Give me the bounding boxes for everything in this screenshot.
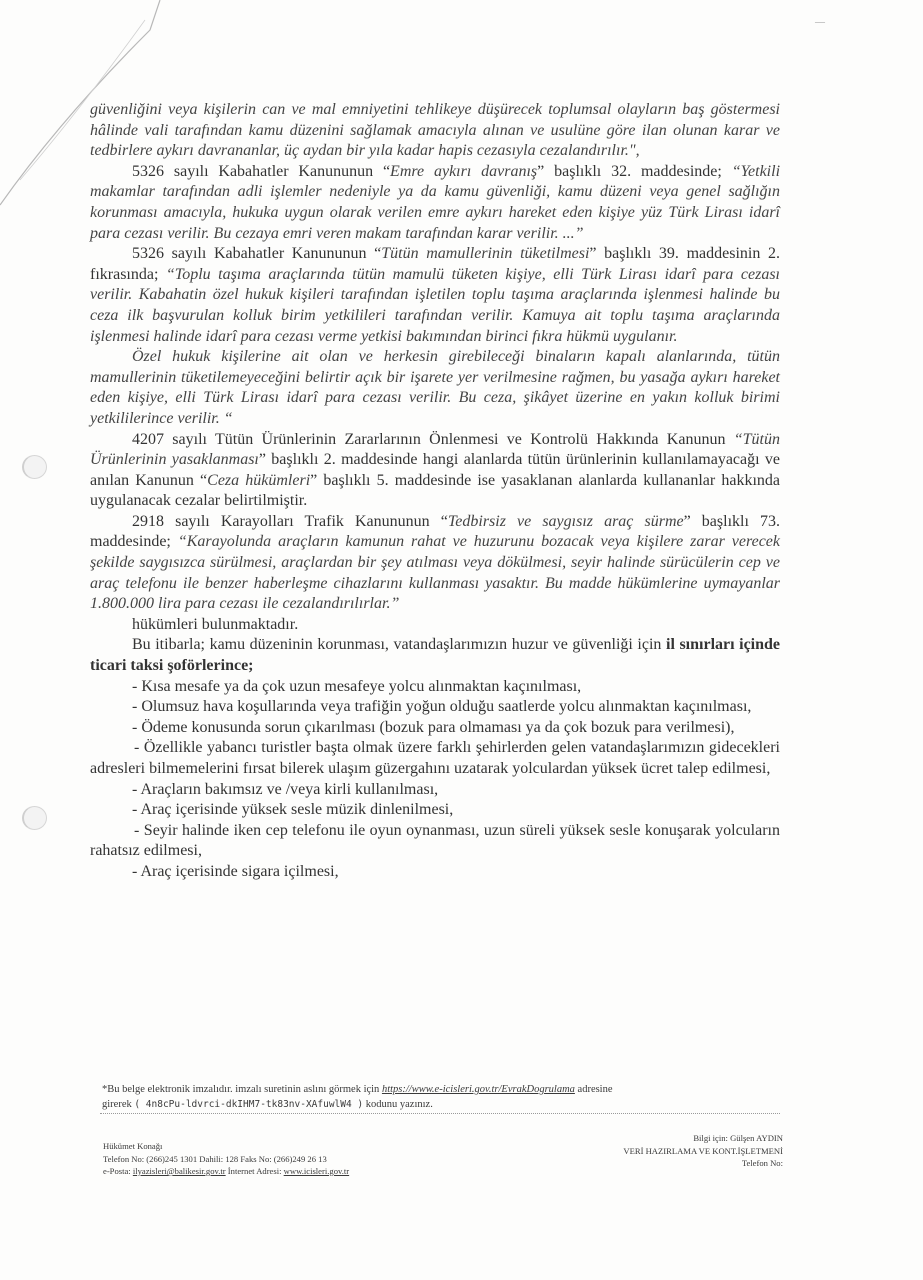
paragraph-2918: 2918 sayılı Karayolları Trafik Kanununun “Tedbirsiz ve saygısız araç sürme” başlıklı 73. maddesinde; “Karayolunda araçların kamunun rahat ve huzurunu bozacak veya kişilere zarar verecek şekilde saygısızca sürülmesi, araçlardan bir şey atılması veya dökülmesi, seyir halinde sürücülerin cep ve araç telefonu ile benzer haberleşme cihazlarını kullanması yasaktır. Bu madde hükümlerine uymayanlar 1.800.000 lira para cezası ile cezalandırılırlar.”: [90, 512, 781, 613]
paragraph-continuation: güvenliğini veya kişilerin can ve mal emniyetini tehlikeye düşürecek toplumsal olayların baş göstermesi hâlinde vali tarafından kamu düzenini sağlamak amacıyla alınan ve usulüne göre ilan olunan karar ve tedbirlere aykırı davrananlar, üç aydan bir yıla kadar hapis cezasıyla cezalandırılır.",: [90, 101, 780, 160]
footer-address: Hükümet Konağı: [103, 1141, 163, 1151]
document-body: [90, 100, 780, 883]
list-item: - Özellikle yabancı turistler başta olmak üzere farklı şehirlerden gelen vatandaşlarımızın gidecekleri adresleri bilmemelerini fırsat bilerek ulaşım güzergahını uzatarak yolculardan yüksek ücret talep edilmesi,: [90, 739, 780, 777]
footer-email-web: e-Posta: ilyazisleri@balikesir.gov.tr İnternet Adresi: www.icisleri.gov.tr: [103, 1166, 350, 1176]
paragraph-hukumleri: hükümleri bulunmaktadır.: [132, 615, 299, 633]
footer-contact: [103, 1140, 483, 1178]
info-contact-name: Bilgi için: Gülşen AYDIN: [693, 1133, 783, 1143]
list-item: - Ödeme konusunda sorun çıkarılması (bozuk para olmaması ya da çok bozuk para verilmesi),: [132, 718, 735, 736]
paragraph-bu-itibarla: Bu itibarla; kamu düzeninin korunması, vatandaşlarımızın huzur ve güvenliği için il sınırları içinde ticari taksi şoförlerince;: [90, 636, 781, 675]
footer-divider: [100, 1113, 780, 1114]
list-item: - Kısa mesafe ya da çok uzun mesafeye yolcu alınmaktan kaçınılması,: [132, 677, 582, 695]
list-item: - Olumsuz hava koşullarında veya trafiğin yoğun olduğu saatlerde yolcu alınmaktan kaçınılması,: [132, 698, 752, 716]
paragraph-4207: 4207 sayılı Tütün Ürünlerinin Zararlarının Önlenmesi ve Kontrolü Hakkında Kanunun “Tütün Ürünlerinin yasaklanması” başlıklı 2. maddesinde hangi alanlarda tütün ürünlerinin kullanılamayacağı ve anılan Kanunun “Ceza hükümleri” başlıklı 5. maddesinde ise yasaklanan alanlarda kullananlar hakkında uygulanacak cezalar belirtilmiştir.: [90, 430, 780, 510]
footer-phone: Telefon No: (266)245 1301 Dahili: 128 Faks No: (266)249 26 13: [103, 1153, 327, 1164]
verification-code: ( 4n8cPu-ldvrci-dkIHM7-tk83nv-XAfuwlW4 ): [134, 1099, 364, 1110]
punch-hole-bottom: [22, 806, 47, 830]
e-signature-footnote: *Bu belge elektronik imzalıdır. imzalı suretinin aslını görmek için https://www.e-icisleri.gov.tr/EvrakDogrulama adresine girerek ( 4n8cPu-ldvrci-dkIHM7-tk83nv-XAfuwlW4 ) kodunu yazınız.: [102, 1084, 613, 1110]
corner-mark: —: [815, 17, 825, 28]
paragraph-kabahatler-39: 5326 sayılı Kabahatler Kanununun “Tütün mamullerinin tüketilmesi” başlıklı 39. maddesinin 2. fıkrasında; “Toplu taşıma araçlarında tütün mamulü tüketen kişiye, elli Türk Lirası idarî para cezası verilir. Kabahatin özel hukuk kişileri tarafından işletilen toplu taşıma araçlarında işlenmesi halinde bu ceza ilk başvurulan kolluk birim yetkilileri tarafından verilir. Kamuya ait toplu taşıma araçlarında işlenmesi halinde idarî para cezası verme yetkisi bakımından birinci fıkra hükmü uygulanır.: [90, 245, 780, 345]
verification-link[interactable]: https://www.e-icisleri.gov.tr/EvrakDogrulama: [381, 1084, 575, 1095]
list-item: - Araç içerisinde yüksek sesle müzik dinlenilmesi,: [132, 801, 454, 819]
info-phone: Telefon No:: [741, 1158, 783, 1168]
list-item: - Araç içerisinde sigara içilmesi,: [132, 862, 339, 880]
paragraph-kabahatler-32: 5326 sayılı Kabahatler Kanununun “Emre aykırı davranış” başlıklı 32. maddesinde; “Yetkili makamlar tarafından adli işlemler nedeniyle ya da kamu güvenliği, kamu düzeni veya genel sağlığın korunması amacıyla, hukuka uygun olarak verilen emre aykırı hareket eden kişiye yüz Türk Lirası idarî para cezası verilir. Bu cezaya emri veren makam tarafından karar verilir. ...”: [90, 162, 781, 242]
web-link[interactable]: www.icisleri.gov.tr: [283, 1166, 350, 1176]
footer-info: [483, 1132, 783, 1170]
paragraph-ozel-hukuk: Özel hukuk kişilerine ait olan ve herkesin girebileceği binaların kapalı alanlarında, tütün mamullerinin tüketilemeyeceğini belirtir açık bir işarete yer verilmesine rağmen, bu yasağa aykırı hareket eden kişiye, elli Türk Lirası idarî para cezası verilir. Bu ceza, şikâyet üzerine en yakın kolluk birimi yetkililerince verilir. “: [90, 348, 780, 427]
punch-hole-top: [22, 455, 47, 479]
info-department: VERİ HAZIRLAMA VE KONT.İŞLETMENİ: [623, 1145, 783, 1156]
list-item: - Seyir halinde iken cep telefonu ile oyun oynanması, uzun süreli yüksek sesle konuşarak yolcuların rahatsız edilmesi,: [90, 821, 780, 860]
list-item: - Araçların bakımsız ve /veya kirli kullanılması,: [132, 780, 439, 798]
email-link[interactable]: ilyazisleri@balikesir.gov.tr: [132, 1166, 226, 1176]
